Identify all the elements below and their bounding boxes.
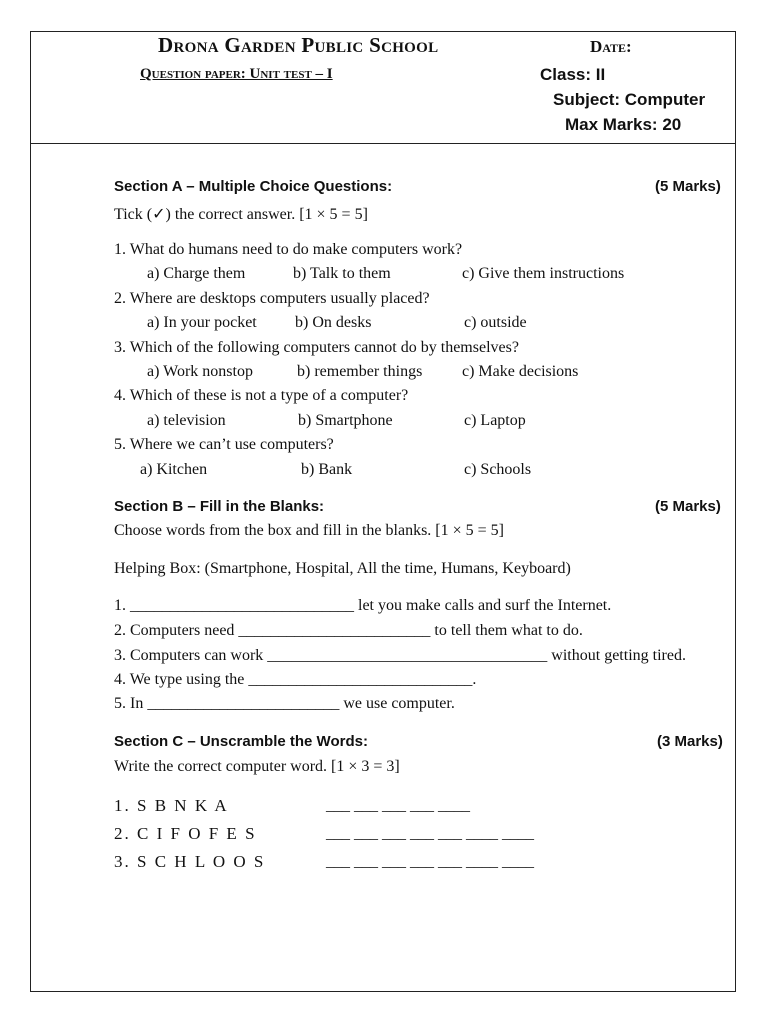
question-text: 1. What do humans need to do make computers work?	[114, 241, 463, 258]
option-c: c) Make decisions	[462, 363, 579, 380]
question-text: 5. Where we can’t use computers?	[114, 436, 334, 453]
section-c-marks: (3 Marks)	[657, 733, 723, 750]
section-a-marks: (5 Marks)	[655, 178, 721, 195]
section-b-instruction: Choose words from the box and fill in the blanks. [1 × 5 = 5]	[114, 522, 504, 539]
fill-blank-item: 3. Computers can work ___________________________________ without getting tired.	[114, 647, 686, 664]
section-b-title: Section B – Fill in the Blanks:	[114, 498, 325, 515]
option-c: c) Schools	[464, 461, 532, 478]
section-a-instruction: Tick (✓) the correct answer. [1 × 5 = 5]	[114, 206, 368, 223]
option-b: b) remember things	[297, 363, 423, 380]
question-text: 3. Which of the following computers cannot do by themselves?	[114, 339, 519, 356]
option-a: a) Kitchen	[140, 461, 208, 478]
section-c-instruction: Write the correct computer word. [1 × 3 = 3]	[114, 758, 400, 775]
section-c-title: Section C – Unscramble the Words:	[114, 733, 368, 750]
question-text: 4. Which of these is not a type of a computer?	[114, 387, 409, 404]
option-c: c) Give them instructions	[462, 265, 625, 282]
option-c: c) Laptop	[464, 412, 526, 429]
fill-blank-item: 2. Computers need ________________________ to tell them what to do.	[114, 622, 583, 639]
fill-blank-item: 4. We type using the ____________________________.	[114, 671, 477, 688]
paper-title: Question paper: Unit test – I	[140, 66, 333, 82]
helping-box: Helping Box: (Smartphone, Hospital, All the time, Humans, Keyboard)	[114, 560, 571, 577]
option-b: b) Smartphone	[298, 412, 393, 429]
option-b: b) On desks	[295, 314, 372, 331]
scrambled-word: 3. S C H L O O S	[114, 852, 266, 871]
fill-blank-item: 5. In ________________________ we use computer.	[114, 695, 455, 712]
max-marks-label: Max Marks: 20	[565, 115, 682, 134]
option-b: b) Talk to them	[293, 265, 391, 282]
section-a-title: Section A – Multiple Choice Questions:	[114, 178, 393, 195]
option-a: a) Charge them	[147, 265, 246, 282]
option-c: c) outside	[464, 314, 527, 331]
header-divider	[31, 143, 735, 144]
date-label: Date:	[590, 37, 632, 56]
subject-label: Subject: Computer	[553, 90, 706, 109]
scrambled-word: 2. C I F O F E S	[114, 824, 257, 843]
answer-blanks: ___ ___ ___ ___ ___ ____ ____	[326, 825, 534, 842]
class-label: Class: II	[540, 65, 606, 84]
scrambled-word: 1. S B N K A	[114, 796, 229, 815]
option-a: a) television	[147, 412, 226, 429]
answer-blanks: ___ ___ ___ ___ ___ ____ ____	[326, 853, 534, 870]
answer-blanks: ___ ___ ___ ___ ____	[326, 797, 470, 814]
option-a: a) In your pocket	[147, 314, 257, 331]
school-name: Drona Garden Public School	[158, 33, 439, 57]
section-b-marks: (5 Marks)	[655, 498, 721, 515]
option-b: b) Bank	[301, 461, 353, 478]
option-a: a) Work nonstop	[147, 363, 253, 380]
fill-blank-item: 1. ____________________________ let you make calls and surf the Internet.	[114, 597, 612, 614]
question-text: 2. Where are desktops computers usually placed?	[114, 290, 430, 307]
